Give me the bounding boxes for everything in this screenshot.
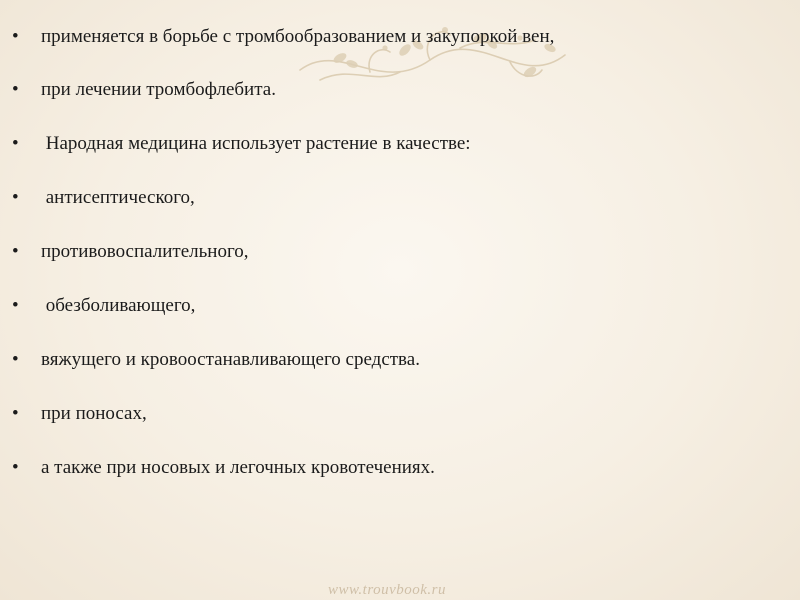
bullet-icon: • — [12, 403, 19, 424]
list-item-text: при поносах, — [41, 403, 147, 424]
list-item-text: антисептического, — [41, 187, 195, 208]
bullet-icon: • — [12, 457, 19, 478]
bullet-icon: • — [12, 133, 19, 154]
watermark: www.trouvbook.ru — [328, 582, 447, 598]
bullet-icon: • — [12, 187, 19, 208]
bullet-icon: • — [12, 26, 19, 47]
list-item-text: Народная медицина использует растение в качестве: — [41, 133, 471, 154]
bullet-icon: • — [12, 349, 19, 370]
list-item-text: обезболивающего, — [41, 295, 196, 316]
list-item-text: вяжущего и кровоостанавливающего средства. — [41, 349, 420, 370]
floral-ornament-icon — [280, 0, 580, 110]
list-item-text: применяется в борьбе с тромбообразованием и закупоркой вен, — [41, 26, 555, 47]
bullet-icon: • — [12, 79, 19, 100]
bullet-icon: • — [12, 241, 19, 262]
bullet-icon: • — [12, 295, 19, 316]
list-item-text: а также при носовых и легочных кровотечениях. — [41, 457, 435, 478]
list-item-text: при лечении тромбофлебита. — [41, 79, 276, 100]
list-item-text: противовоспалительного, — [41, 241, 249, 262]
